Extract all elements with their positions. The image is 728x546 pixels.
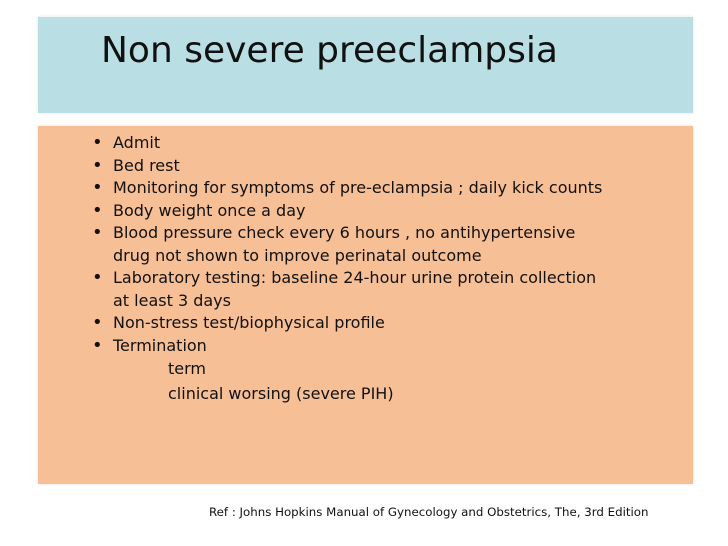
bullet-item-multiline (113, 222, 698, 267)
bullet-item: • Termination (113, 335, 698, 358)
bullet-item: • Body weight once a day (113, 200, 698, 223)
bullet-line: at least 3 days (113, 290, 231, 310)
bullet-line: Laboratory testing: baseline 24-hour urine protein collection (113, 268, 597, 287)
bullet-list (113, 132, 698, 406)
sub-item: term (168, 359, 206, 378)
bullet-item-multiline (113, 267, 698, 312)
bullet-item: • Admit (113, 132, 698, 155)
reference-note: Ref : Johns Hopkins Manual of Gynecology and Obstetrics, The, 3rd Edition (209, 505, 649, 519)
bullet-item: • Non-stress test/biophysical profile (113, 312, 698, 335)
bullet-item: • Monitoring for symptoms of pre-eclampsia ; daily kick counts (113, 177, 698, 200)
bullet-line: drug not shown to improve perinatal outcome (113, 245, 482, 265)
bullet-line: Blood pressure check every 6 hours , no antihypertensive (113, 223, 576, 242)
slide-title: Non severe preeclampsia (101, 30, 558, 71)
sub-item: clinical worsing (severe PIH) (168, 383, 394, 403)
bullet-item: • Bed rest (113, 155, 698, 178)
